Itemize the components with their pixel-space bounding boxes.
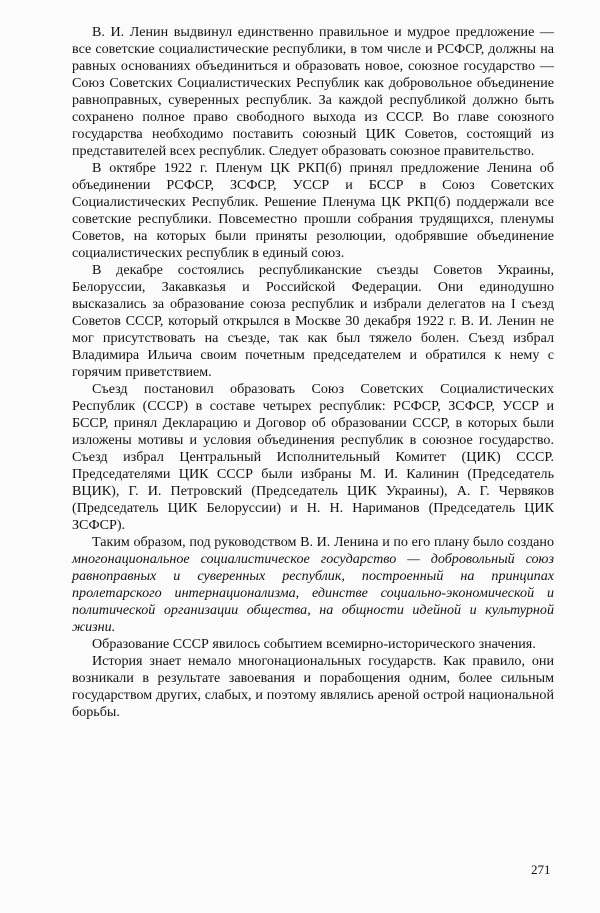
paragraph (72, 160, 554, 262)
text-run: История знает немало многонациональных государств. Как правило, они возникали в результате завоевания и порабощения одним, более сильным государством других, слабых, и поэтому являлись ареной острой национальной борьбы. (72, 653, 554, 720)
paragraph (72, 653, 554, 721)
paragraph (72, 24, 554, 160)
body-text (72, 24, 554, 721)
text-run: В декабре состоялись республиканские съезды Советов Украины, Белоруссии, Закавказья и Российской Федерации. Они единодушно высказались за образование союза республик и избрали делегатов на I съезд Советов СССР, который открылся в Москве 30 декабря 1922 г. В. И. Ленин не мог присутствовать на съезде, так как был тяжело болен. Съезд избрал Владимира Ильича своим почетным председателем и обратился к нему с горячим приветствием. (72, 262, 554, 380)
page-number: 271 (531, 862, 551, 877)
paragraph (72, 636, 554, 653)
text-run: Таким образом, под руководством В. И. Ленина и по его плану было создано (92, 534, 554, 550)
text-run: Образование СССР явилось событием всемирно-исторического значения. (92, 636, 536, 652)
paragraph (72, 381, 554, 534)
text-run: В. И. Ленин выдвинул единственно правильное и мудрое предложение — все советские социалистические республики, в том числе и РСФСР, должны на равных основаниях объединиться и образовать новое, союзное государство — Союз Советских Социалистических Республик как добровольное объединение равноправных, суверенных республик. За каждой республикой должно быть сохранено полное право свободного выхода из СССР. Во главе союзного государства необходимо поставить союзный ЦИК Советов, состоящий из представителей всех республик. Следует образовать союзное правительство. (72, 24, 554, 159)
paragraph (72, 534, 554, 636)
italic-text: многонациональное социалистическое государство — добровольный союз равноправных и суверенных республик, построенный на принципах пролетарского интернационализма, единстве социально-экономической и политической организации общества, на общности идейной и культурной жизни. (72, 551, 554, 635)
paragraph (72, 262, 554, 381)
text-run: Съезд постановил образовать Союз Советских Социалистических Республик (СССР) в составе четырех республик: РСФСР, ЗСФСР, УССР и БССР, принял Декларацию и Договор об образовании СССР, в которых были изложены мотивы и условия объединения республик в союзное государство. Съезд избрал Центральный Исполнительный Комитет (ЦИК) СССР. Председателями ЦИК СССР были избраны М. И. Калинин (Председатель ВЦИК), Г. И. Петровский (Председатель ЦИК Украины), А. Г. Червяков (Председатель ЦИК Белоруссии) и Н. Н. Нариманов (Председатель ЦИК ЗСФСР). (72, 381, 554, 533)
text-run: В октябре 1922 г. Пленум ЦК РКП(б) принял предложение Ленина об объединении РСФСР, ЗСФСР, УССР и БССР в Союз Советских Социалистических Республик. Решение Пленума ЦК РКП(б) поддержали все советские республики. Повсеместно прошли собрания трудящихся, пленумы Советов, на которых были приняты резолюции, одобрявшие объединение социалистических республик в единый союз. (72, 160, 554, 261)
